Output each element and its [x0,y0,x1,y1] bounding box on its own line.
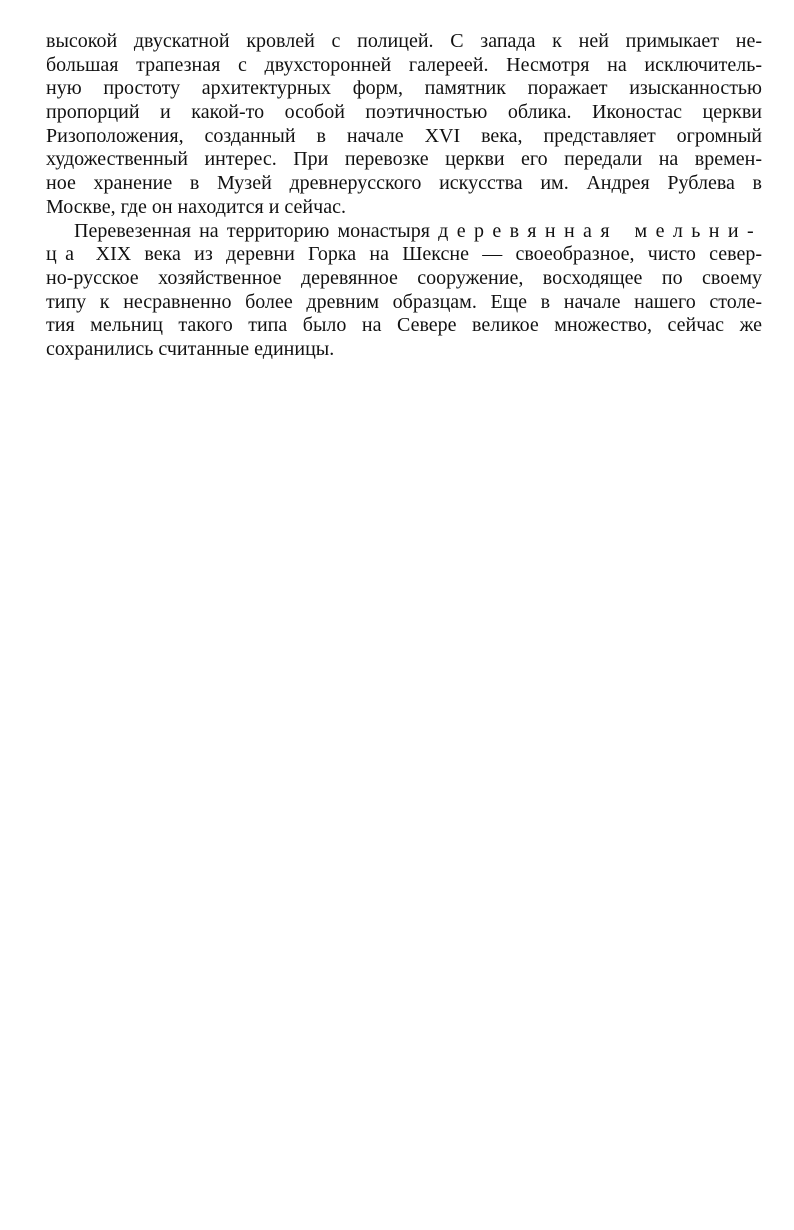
text-line-first [46,220,762,244]
spaced-term: ца [46,243,83,266]
text-line-second [46,243,762,267]
text-line: Ризоположения, созданный в начале XVI века, представляет огромный [46,124,762,147]
text-line: но-русское хозяйственное деревянное сооружение, восходящее по своему [46,266,762,289]
text-line: типу к несравненно более древним образцам. Еще в начале нашего столе- [46,290,762,313]
text-line: сохранились считанные единицы. [46,337,335,360]
text-line: Москве, где он находится и сейчас. [46,195,346,218]
text-run: Перевезенная на территорию монастыря [74,219,430,242]
text-line: ное хранение в Музей древнерусского искусства им. Андрея Рублева в [46,172,762,195]
paragraph-2 [46,220,762,362]
spaced-term: деревянная мельни- [438,219,762,242]
text-line: ную простоту архитектурных форм, памятник поражает изысканностью [46,77,762,100]
text-run: XIX века из деревни Горка на Шексне — своеобразное, чисто север- [95,243,762,266]
text-line: высокой двускатной кровлей с полицей. С запада к ней примыкает не- [46,30,762,52]
text-line: большая трапезная с двухсторонней галереей. Несмотря на исключитель- [46,53,762,76]
paragraph-1 [46,30,762,220]
text-line: художественный интерес. При перевозке церкви его передали на времен- [46,148,762,171]
text-line: тия мельниц такого типа было на Севере великое множество, сейчас же [46,314,762,337]
document-page [46,30,762,362]
text-line: пропорций и какой-то особой поэтичностью облика. Иконостас церкви [46,101,762,124]
